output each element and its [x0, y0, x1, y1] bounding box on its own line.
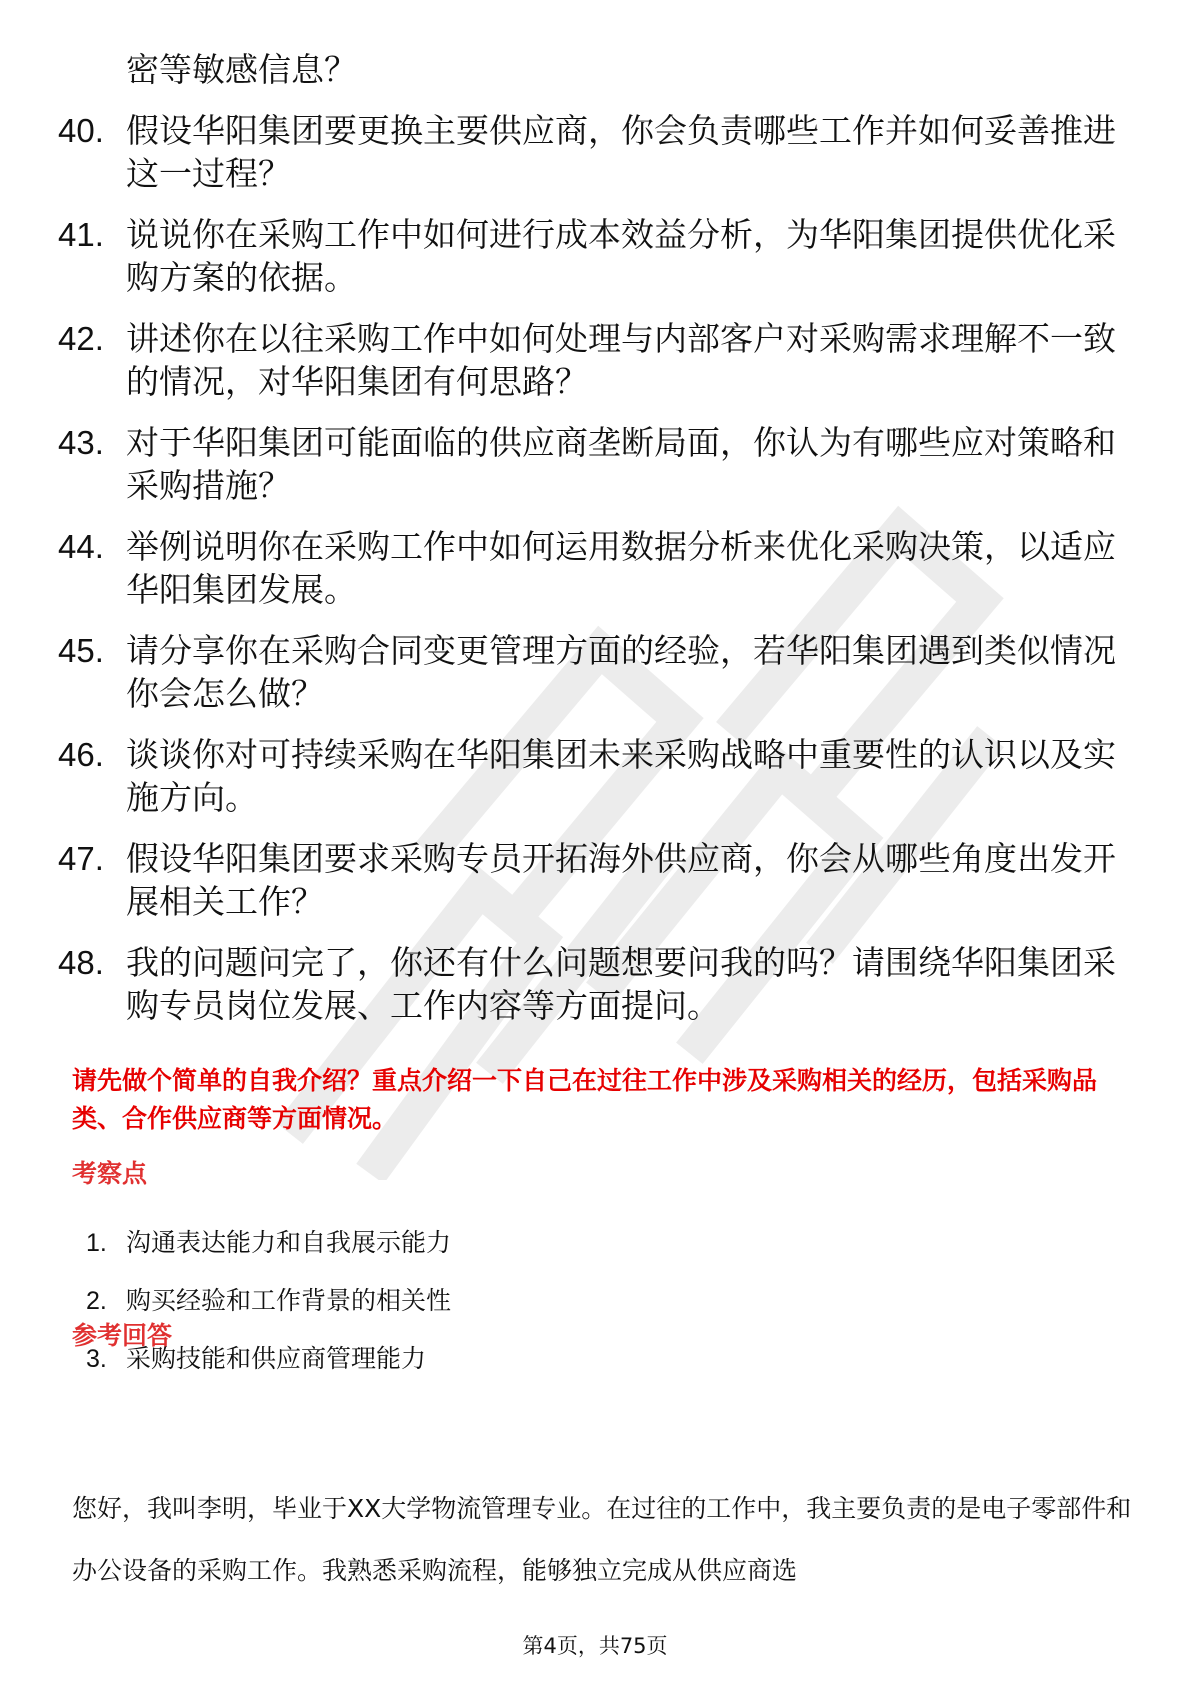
page-footer: 第4页，共75页 [522, 1634, 668, 1658]
point-text: 购买经验和工作背景的相关性 [126, 1286, 452, 1315]
question-text: 请分享你在采购合同变更管理方面的经验，若华阳集团遇到类似情况你会怎么做？ [126, 631, 1116, 713]
reference-answer: 您好，我叫李明，毕业于XX大学物流管理专业。在过往的工作中，我主要负责的是电子零部件和办公设备的采购工作。我熟悉采购流程，能够独立完成从供应商选 [72, 1494, 1132, 1585]
question-text: 对于华阳集团可能面临的供应商垄断局面，你认为有哪些应对策略和采购措施？ [126, 423, 1116, 505]
point-number: 1. [86, 1229, 107, 1257]
question-number: 42. [58, 320, 104, 357]
question-text: 说说你在采购工作中如何进行成本效益分析，为华阳集团提供优化采购方案的依据。 [126, 215, 1116, 297]
question-item [58, 941, 1118, 1027]
question-text: 讲述你在以往采购工作中如何处理与内部客户对采购需求理解不一致的情况，对华阳集团有何思路？ [126, 319, 1116, 401]
question-item [58, 421, 1118, 507]
question-item [58, 629, 1118, 715]
question-number: 48. [58, 944, 104, 981]
question-number: 45. [58, 632, 104, 669]
question-continuation: 密等敏感信息？ [126, 50, 357, 89]
assessment-point [86, 1226, 986, 1260]
question-text: 假设华阳集团要更换主要供应商，你会负责哪些工作并如何妥善推进这一过程？ [126, 111, 1116, 193]
question-number: 46. [58, 736, 104, 773]
question-item [58, 317, 1118, 403]
point-text: 沟通表达能力和自我展示能力 [126, 1228, 452, 1257]
question-text: 举例说明你在采购工作中如何运用数据分析来优化采购决策，以适应华阳集团发展。 [126, 527, 1116, 609]
assessment-point [86, 1284, 986, 1318]
question-number: 47. [58, 840, 104, 877]
intro-question: 请先做个简单的自我介绍？重点介绍一下自己在过往工作中涉及采购相关的经历，包括采购品类、合作供应商等方面情况。 [72, 1066, 1098, 1133]
point-number: 2. [86, 1287, 107, 1315]
point-number: 3. [86, 1345, 107, 1373]
question-text: 我的问题问完了，你还有什么问题想要问我的吗？请围绕华阳集团采购专员岗位发展、工作内容等方面提问。 [126, 943, 1116, 1025]
question-item [58, 837, 1118, 923]
assessment-title: 考察点 [72, 1159, 148, 1188]
question-text: 假设华阳集团要求采购专员开拓海外供应商，你会从哪些角度出发开展相关工作？ [126, 839, 1116, 921]
reference-title: 参考回答 [72, 1321, 173, 1350]
question-list [58, 48, 1118, 1045]
question-number: 41. [58, 216, 104, 253]
assessment-points [86, 1226, 986, 1400]
question-text: 谈谈你对可持续采购在华阳集团未来采购战略中重要性的认识以及实施方向。 [126, 735, 1116, 817]
question-number: 40. [58, 112, 104, 149]
point-text: 采购技能和供应商管理能力 [126, 1344, 427, 1373]
question-item [58, 733, 1118, 819]
question-item [58, 109, 1118, 195]
question-item [58, 213, 1118, 299]
question-number: 44. [58, 528, 104, 565]
question-number: 43. [58, 424, 104, 461]
assessment-point [86, 1342, 986, 1376]
question-item [58, 525, 1118, 611]
